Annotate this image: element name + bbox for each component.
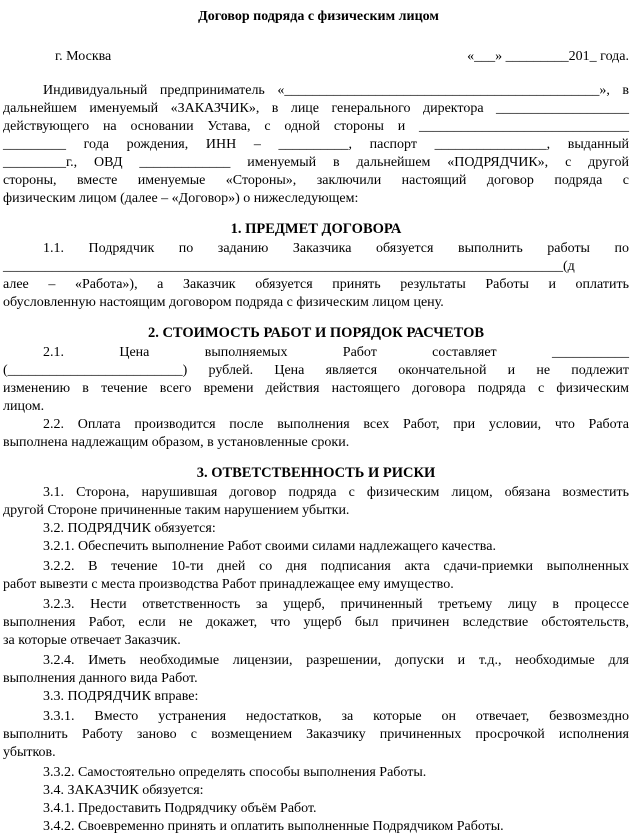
paragraph-line: алее – «Работа»), а Заказчик обязуется принять результаты Работы и оплатить [3, 277, 629, 292]
section-heading: 2. СТОИМОСТЬ РАБОТ И ПОРЯДОК РАСЧЕТОВ [147, 325, 485, 341]
paragraph-line: 3.2.1. Обеспечить выполнение Работ своими силами надлежащего качества. [43, 539, 496, 554]
preamble-line: _________ года рождения, ИНН – __________, паспорт ________________, выданный [3, 137, 629, 152]
paragraph-line: работ вывезти с места производства Работ принадлежащее ему имущество. [3, 577, 454, 592]
paragraph-line: (_________________________) рублей. Цена является окончательной и не подлежит [3, 363, 629, 378]
paragraph-line: 3.4.1. Предоставить Подрядчику объём Работ. [43, 801, 317, 816]
paragraph-line: изменению в течение всего времени действия настоящего договора подряда с физическим [3, 381, 629, 396]
paragraph-line: выполнить Работу заново с возмещением Заказчику причиненных просрочкой исполнения [3, 727, 629, 742]
paragraph-line: 2.2. Оплата производится после выполнения всех Работ, при условии, что Работа [43, 417, 629, 432]
paragraph-line: 3.3. ПОДРЯДЧИК вправе: [43, 689, 199, 704]
paragraph-line: 3.2. ПОДРЯДЧИК обязуется: [43, 521, 216, 536]
document-title: Договор подряда с физическим лицом [198, 9, 439, 24]
paragraph-line: 3.2.2. В течение 10-ти дней со дня подписания акта сдачи-приемки выполненных [43, 559, 629, 574]
preamble-line: дальнейшем именуемый «ЗАКАЗЧИК», в лице генерального директора ___________________ [3, 101, 629, 116]
paragraph-line: другой Стороне причиненные таким нарушением убытки. [3, 503, 350, 518]
paragraph-line: ________________________________________________________________________________(д [3, 259, 575, 274]
paragraph-line: 1.1. Подрядчик по заданию Заказчика обязуется выполнить работы по [43, 241, 629, 256]
section-heading: 3. ОТВЕТСТВЕННОСТЬ И РИСКИ [196, 465, 436, 481]
preamble-line: Индивидуальный предприниматель «_____________________________________________», в [43, 83, 629, 98]
paragraph-line: 3.3.2. Самостоятельно определять способы выполнения Работы. [43, 765, 427, 780]
paragraph-line: 2.1. Цена выполняемых Работ составляет ___________ [43, 345, 629, 360]
paragraph-line: 3.4.2. Своевременно принять и оплатить выполненные Подрядчиком Работы. [43, 819, 504, 834]
preamble-line: физическим лицом (далее – «Договор») о нижеследующем: [3, 191, 359, 206]
city: г. Москва [55, 49, 112, 64]
paragraph-line: 3.4. ЗАКАЗЧИК обязуется: [43, 783, 204, 798]
paragraph-line: обусловленную настоящим договором подряда с физическим лицом цену. [3, 295, 444, 310]
paragraph-line: выполнения Работ, если не докажет, что ущерб был причинен вследствие обстоятельств, [3, 615, 629, 630]
paragraph-line: 3.1. Сторона, нарушившая договор подряда с физическим лицом, обязана возместить [43, 485, 629, 500]
contract-date: «___» _________201_ года. [467, 49, 629, 64]
paragraph-line: выполнена надлежащим образом, в установленные сроки. [3, 435, 350, 450]
paragraph-line: 3.2.4. Иметь необходимые лицензии, разрешении, допуски и т.д., необходимые для [43, 653, 629, 668]
paragraph-line: за которые отвечает Заказчик. [3, 633, 181, 648]
paragraph-line: убытков. [3, 745, 56, 760]
paragraph-line: 3.2.3. Нести ответственность за ущерб, причиненный третьему лицу в процессе [43, 597, 629, 612]
paragraph-line: 3.3.1. Вместо устранения недостатков, за которые он отвечает, безвозмездно [43, 709, 629, 724]
preamble-line: _________г., ОВД _____________ именуемый в дальнейшем «ПОДРЯДЧИК», с другой [3, 155, 629, 170]
section-heading: 1. ПРЕДМЕТ ДОГОВОРА [230, 221, 402, 237]
preamble-line: стороны, вместе именуемые «Стороны», заключили настоящий договор подряда с [3, 173, 629, 188]
paragraph-line: выполнения данного вида Работ. [3, 671, 198, 686]
paragraph-line: лицом. [3, 399, 45, 414]
preamble-line: действующего на основании Устава, с одной стороны и ______________________________ [3, 119, 629, 134]
